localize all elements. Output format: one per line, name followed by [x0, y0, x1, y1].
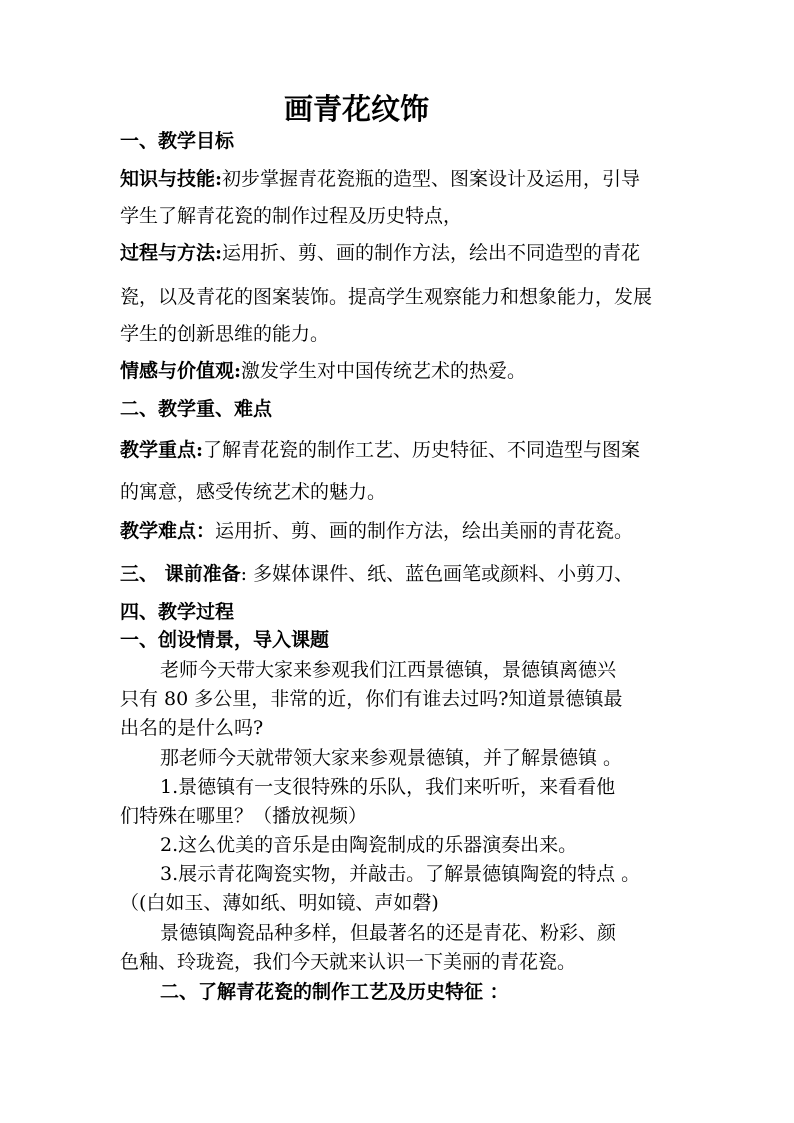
section-heading-key-points: 二、教学重、难点	[120, 398, 273, 420]
text-knowledge-2: 学生了解青花瓷的制作过程及历史特点，	[120, 205, 463, 227]
paragraph-process	[120, 240, 640, 266]
p1-line-3: 出名的是什么吗?	[120, 717, 264, 739]
p5-line-2: （(白如玉、薄如纸、明如镜、声如磬)	[120, 892, 439, 914]
paragraph-difficulty	[120, 518, 633, 544]
p6-line-1: 景德镇陶瓷品种多样，但最著名的还是青花、粉彩、颜	[160, 922, 617, 944]
p1-line-1: 老师今天带大家来参观我们江西景德镇，景德镇离德兴	[160, 659, 617, 681]
p1-line-2: 只有 80 多公里，非常的近，你们有谁去过吗?知道景德镇最	[120, 688, 623, 710]
text-key-point-1: 了解青花瓷的制作工艺、历史特征、不同造型与图案	[203, 439, 641, 461]
text-emotion: 激发学生对中国传统艺术的热爱。	[241, 360, 527, 382]
paragraph-knowledge	[120, 166, 640, 192]
paragraph-emotion	[120, 358, 526, 384]
paragraph-preparation	[120, 561, 633, 587]
label-difficulty: 教学难点：	[120, 520, 216, 542]
section-heading-preparation: 三、 课前准备	[120, 563, 241, 585]
text-process-1: 运用折、剪、画的制作方法，绘出不同造型的青花	[222, 242, 641, 264]
step-heading-1: 一、创设情景，导入课题	[120, 629, 330, 651]
preparation-colon: :	[240, 563, 248, 585]
text-process-2: 瓷，以及青花的图案装饰。提高学生观察能力和想象能力，发展	[120, 286, 653, 308]
p4-line-1: 2.这么优美的音乐是由陶瓷制成的乐器演奏出来。	[160, 834, 578, 856]
section-heading-process: 四、教学过程	[120, 601, 235, 623]
section-heading-objectives: 一、教学目标	[120, 130, 235, 152]
step-heading-2: 二、了解青花瓷的制作工艺及历史特征 ：	[160, 981, 509, 1003]
p2-line-1: 那老师今天就带领大家来参观景德镇，并了解景德镇 。	[160, 747, 623, 769]
text-key-point-2: 的寓意，感受传统艺术的魅力。	[120, 481, 387, 503]
document-title: 画青花纹饰	[284, 92, 430, 126]
label-emotion: 情感与价值观:	[120, 360, 242, 382]
label-key-point: 教学重点:	[120, 439, 204, 461]
p6-line-2: 色釉、玲珑瓷，我们今天就来认识一下美丽的青花瓷。	[120, 951, 577, 973]
text-preparation: 多媒体课件、纸、蓝色画笔或颜料、小剪刀、	[247, 563, 634, 585]
text-process-3: 学生的创新思维的能力。	[120, 323, 330, 345]
p3-line-2: 们特殊在哪里？（播放视频）	[120, 805, 368, 827]
text-knowledge-1: 初步掌握青花瓷瓶的造型、图案设计及运用，引导	[222, 168, 641, 190]
p5-line-1: 3.展示青花陶瓷实物，并敲击。了解景德镇陶瓷的特点 。	[160, 863, 641, 885]
label-process: 过程与方法:	[120, 242, 223, 264]
text-difficulty: 运用折、剪、画的制作方法，绘出美丽的青花瓷。	[215, 520, 634, 542]
p3-line-1: 1.景德镇有一支很特殊的乐队，我们来听听，来看看他	[160, 776, 616, 798]
label-knowledge: 知识与技能:	[120, 168, 223, 190]
paragraph-key-point	[120, 437, 640, 463]
